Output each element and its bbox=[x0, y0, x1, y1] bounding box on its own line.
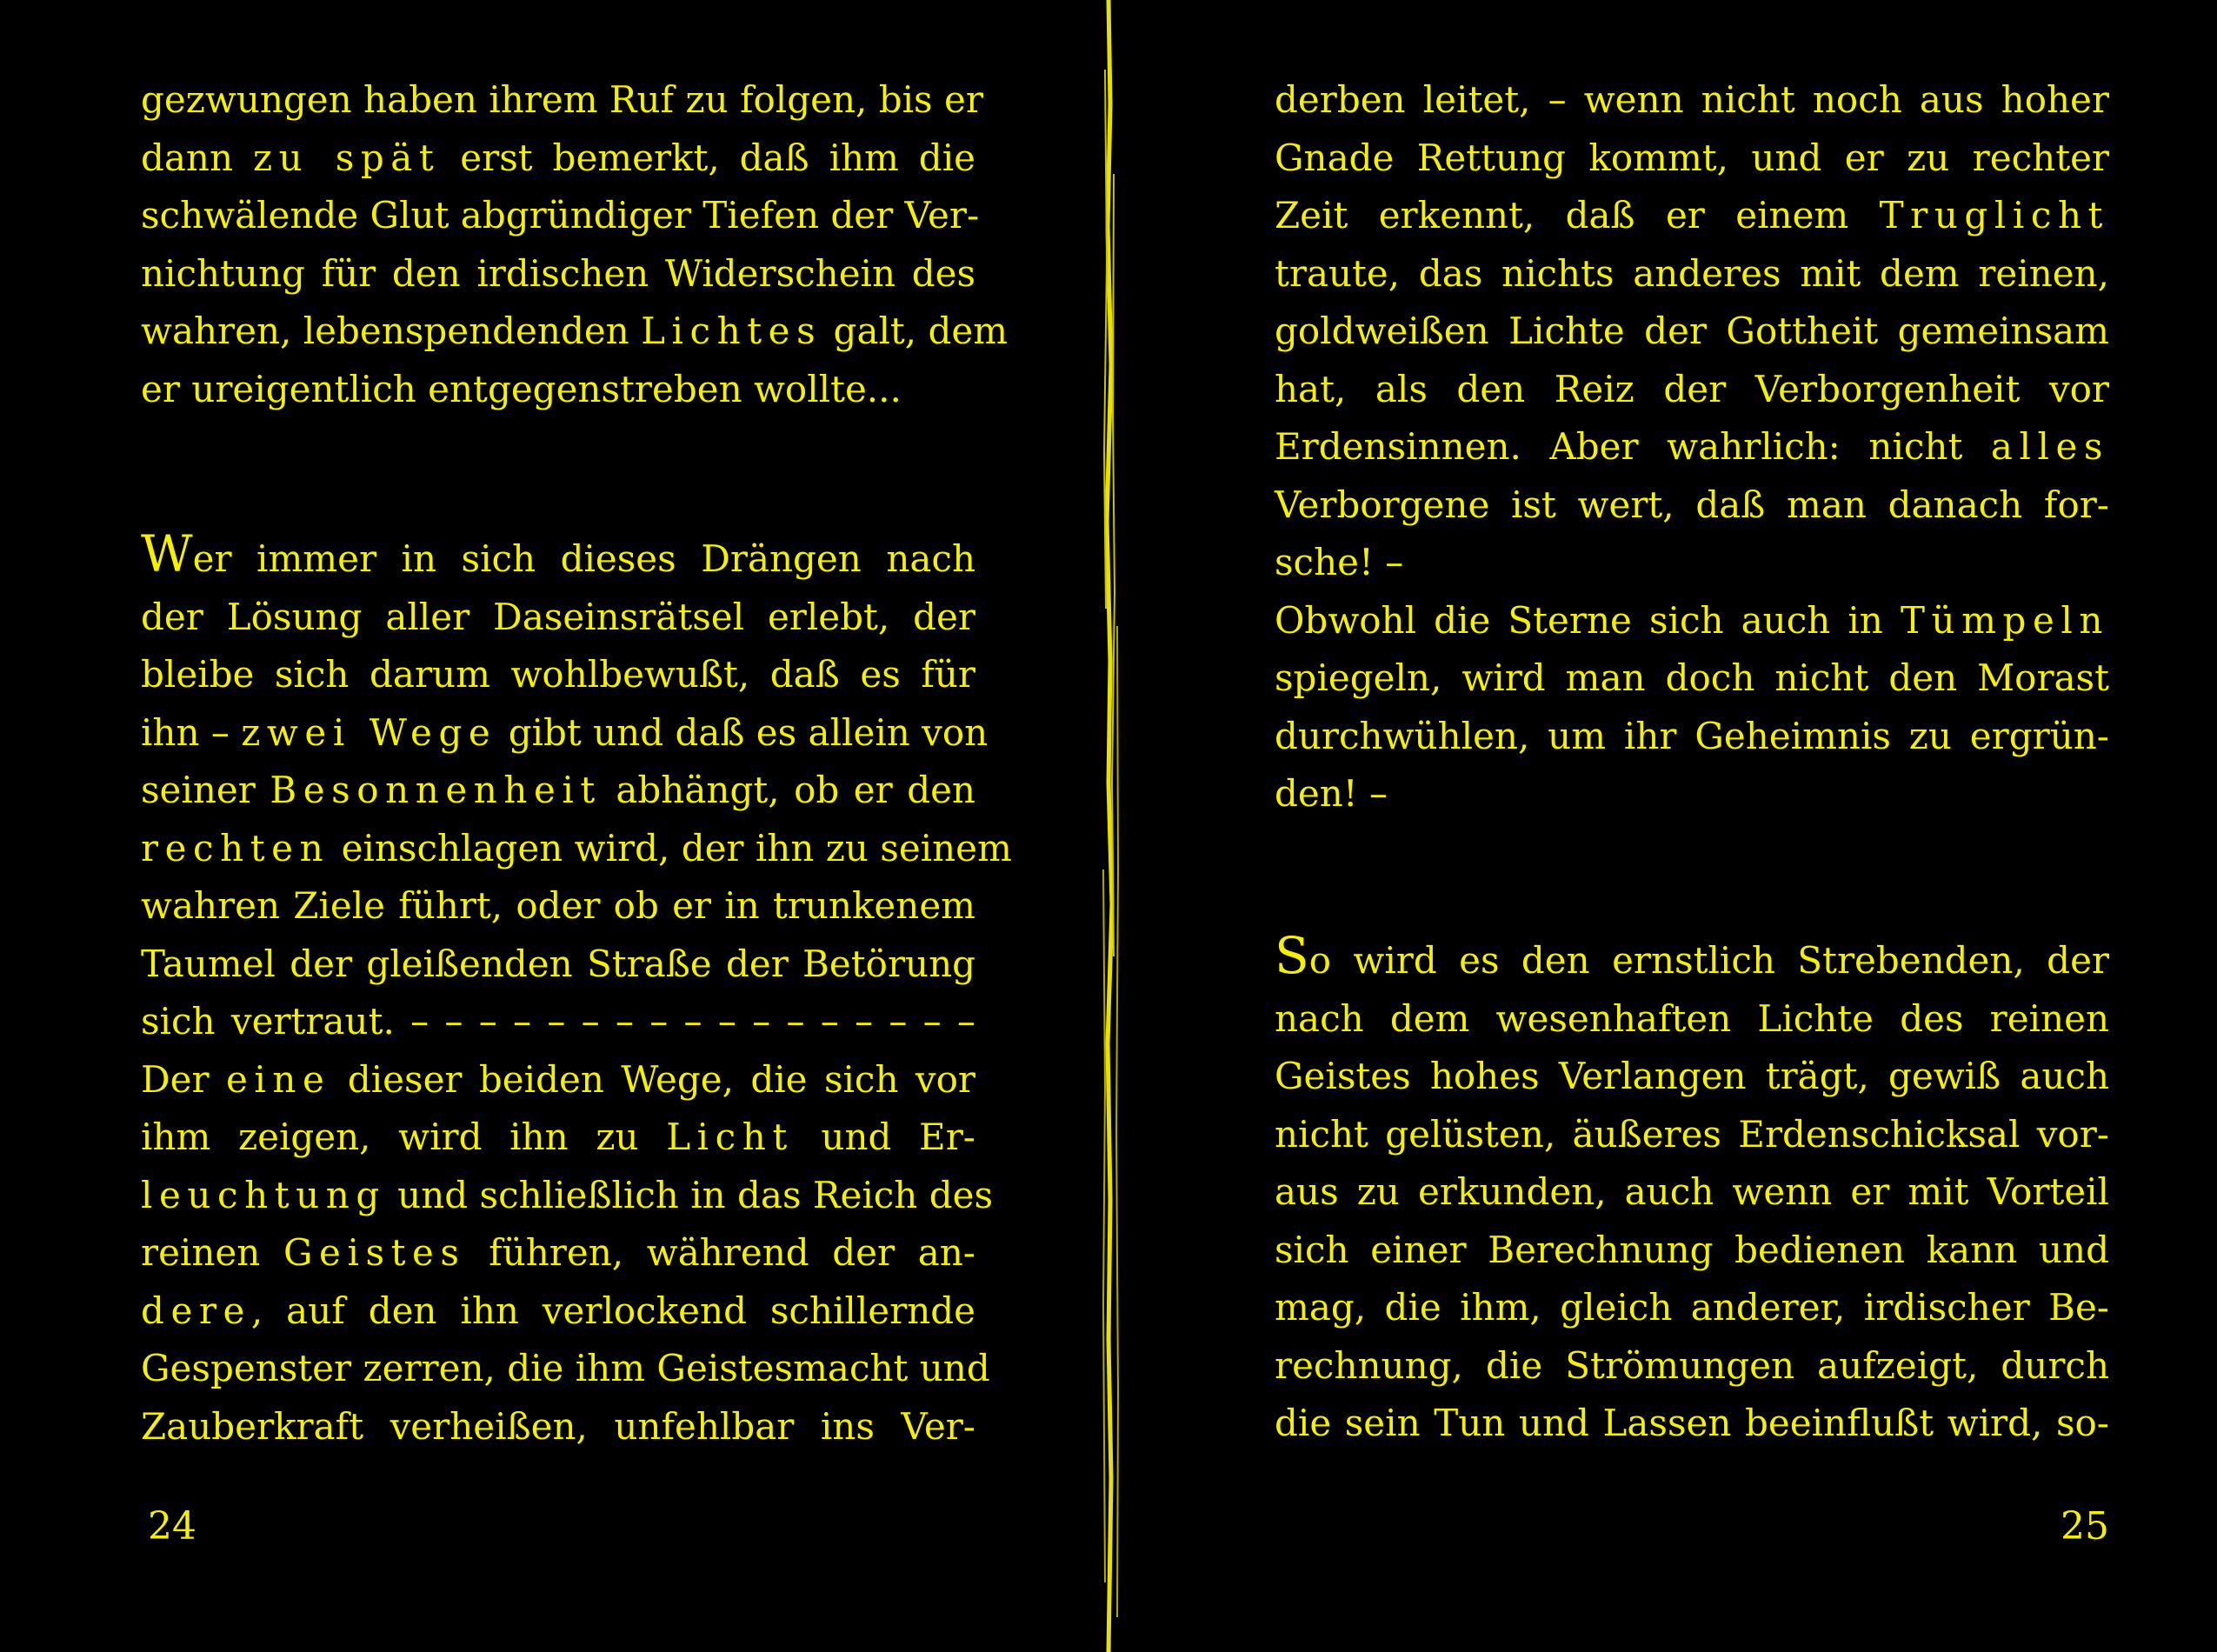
text-run: Der bbox=[141, 1057, 227, 1101]
text-run: einschlagen wird, der ihn zu seinem bbox=[330, 826, 1012, 869]
text-run: spiegeln, wird man doch nicht den Morast bbox=[1275, 656, 2109, 699]
text-line bbox=[141, 245, 975, 303]
spaced-emphasis: Licht bbox=[666, 1116, 794, 1158]
text-line bbox=[141, 646, 975, 704]
book-gutter bbox=[1091, 0, 1126, 1652]
text-run: Verborgene ist wert, daß man danach for- bbox=[1275, 483, 2109, 526]
text-line bbox=[1275, 926, 2109, 990]
text-run: o wird es den ernstlich Strebenden, der bbox=[1308, 939, 2109, 982]
text-run: sich einer Berechnung bedienen kann und bbox=[1275, 1228, 2109, 1271]
text-run: abhängt, ob er den bbox=[601, 769, 975, 811]
initial-letter: S bbox=[1275, 926, 1309, 985]
spaced-emphasis: zwei Wege bbox=[241, 710, 497, 754]
text-line bbox=[1275, 708, 2109, 766]
text-line bbox=[1275, 1163, 2109, 1222]
text-run: , auf den ihn verlockend schillernde bbox=[250, 1289, 975, 1332]
text-run: seiner bbox=[141, 769, 270, 811]
left-paragraph-2 bbox=[141, 524, 1012, 1455]
text-run: galt, dem bbox=[822, 310, 1009, 352]
text-line bbox=[141, 1224, 975, 1282]
text-run: gibt und daß es allein von bbox=[496, 710, 989, 754]
left-paragraph-1 bbox=[141, 71, 1009, 418]
text-line bbox=[141, 1051, 975, 1109]
text-run: Zeit erkennt, daß er einem bbox=[1275, 194, 1880, 236]
text-line bbox=[1275, 476, 2109, 535]
text-run: sich vertraut. – – – – – – – – – – – – – – – – – bbox=[141, 1000, 975, 1042]
initial-letter: W bbox=[141, 524, 193, 583]
text-run: durchwühlen, um ihr Geheimnis zu ergrün- bbox=[1275, 714, 2109, 757]
text-run: nichtung für den irdischen Widerschein des bbox=[141, 251, 975, 295]
text-line bbox=[141, 71, 983, 130]
text-line bbox=[141, 1167, 993, 1225]
text-run: ihm zeigen, wird ihn zu bbox=[141, 1116, 667, 1158]
text-line bbox=[1275, 765, 2109, 823]
text-line bbox=[141, 936, 975, 994]
text-line bbox=[1275, 1395, 2109, 1453]
text-run: der Lösung aller Daseinsrätsel erlebt, der bbox=[141, 595, 975, 638]
text-run: dann bbox=[141, 136, 253, 179]
text-line bbox=[1275, 1337, 2109, 1396]
left-page bbox=[0, 0, 1087, 1652]
text-run: reinen bbox=[141, 1231, 283, 1274]
text-run: schwälende Glut abgründiger Tiefen der Ver- bbox=[141, 194, 980, 236]
text-run: derben leitet, – wenn nicht noch aus hoher bbox=[1275, 78, 2109, 121]
text-run: wahren, lebenspendenden bbox=[141, 310, 642, 352]
text-run: dieser beiden Wege, die sich vor bbox=[330, 1057, 975, 1101]
text-run: gezwungen haben ihrem Ruf zu folgen, bis er bbox=[141, 78, 983, 121]
text-run: erst bemerkt, daß ihm die bbox=[440, 136, 975, 179]
text-line bbox=[1275, 1106, 2109, 1164]
text-run: Obwohl die Sterne sich auch in bbox=[1275, 598, 1901, 642]
text-run: Gespenster zerren, die ihm Geistesmacht und bbox=[141, 1347, 990, 1389]
text-line bbox=[1275, 592, 2109, 650]
spaced-emphasis: Tümpeln bbox=[1900, 598, 2109, 642]
text-line bbox=[141, 1398, 975, 1456]
text-line bbox=[141, 1282, 975, 1341]
right-paragraph-2 bbox=[1275, 926, 2109, 1453]
spaced-emphasis: zu spät bbox=[252, 136, 441, 179]
text-run: Taumel der gleißenden Straße der Betörung bbox=[141, 942, 975, 985]
spaced-emphasis: Besonnenheit bbox=[270, 769, 602, 811]
text-run: er ureigentlich entgegenstreben wollte... bbox=[141, 367, 902, 410]
text-run: goldweißen Lichte der Gottheit gemeinsam bbox=[1275, 310, 2109, 352]
text-run: die sein Tun und Lassen beeinflußt wird, so- bbox=[1275, 1402, 2109, 1444]
text-run: nicht gelüsten, äußeres Erdenschicksal vor- bbox=[1275, 1112, 2109, 1156]
text-line bbox=[141, 303, 1009, 361]
text-line bbox=[1275, 1279, 2109, 1337]
text-line bbox=[141, 187, 980, 245]
text-run: wahren Ziele führt, oder ob er in trunkenem bbox=[141, 884, 975, 927]
text-run: aus zu erkunden, auch wenn er mit Vorteil bbox=[1275, 1170, 2109, 1213]
text-line bbox=[1275, 534, 2109, 592]
text-line bbox=[141, 762, 975, 820]
text-line bbox=[1275, 1222, 2109, 1280]
text-run: traute, das nichts anderes mit dem reinen, bbox=[1275, 251, 2109, 295]
text-line bbox=[1275, 130, 2109, 188]
text-run: und Er- bbox=[793, 1116, 975, 1158]
spaced-emphasis: Lichtes bbox=[641, 310, 822, 352]
text-run: er immer in sich dieses Drängen nach bbox=[192, 537, 975, 580]
text-run: bleibe sich darum wohlbewußt, daß es für bbox=[141, 653, 975, 696]
right-paragraph-1 bbox=[1275, 71, 2109, 823]
text-line bbox=[1275, 1048, 2109, 1106]
text-line bbox=[141, 1340, 990, 1398]
text-run: mag, die ihm, gleich anderer, irdischer Be- bbox=[1275, 1286, 2109, 1329]
text-run: Gnade Rettung kommt, und er zu rechter bbox=[1275, 136, 2109, 179]
text-run: hat, als den Reiz der Verborgenheit vor bbox=[1275, 367, 2109, 410]
spaced-emphasis: alles bbox=[1990, 425, 2109, 468]
text-line bbox=[1275, 361, 2109, 419]
text-run: Geistes hohes Verlangen trägt, gewiß auch bbox=[1275, 1055, 2109, 1097]
text-run: und schließlich in das Reich des bbox=[385, 1173, 993, 1216]
spaced-emphasis: eine bbox=[226, 1057, 331, 1101]
text-line bbox=[1275, 71, 2109, 130]
right-page bbox=[1130, 0, 2217, 1652]
text-line bbox=[1275, 418, 2109, 476]
text-line bbox=[1275, 245, 2109, 303]
text-line bbox=[141, 361, 975, 419]
text-line bbox=[141, 589, 975, 647]
text-run: ihn – bbox=[141, 710, 242, 754]
text-line bbox=[141, 704, 989, 763]
page-number-right: 25 bbox=[2061, 1504, 2109, 1549]
spaced-emphasis: Geistes bbox=[283, 1231, 466, 1274]
text-line bbox=[1275, 303, 2109, 361]
text-run: führen, während der an- bbox=[465, 1231, 975, 1274]
text-line bbox=[1275, 187, 2109, 245]
page-number-left: 24 bbox=[148, 1504, 196, 1549]
spaced-emphasis: dere bbox=[141, 1289, 251, 1332]
text-run: nach dem wesenhaften Lichte des reinen bbox=[1275, 996, 2109, 1040]
text-line bbox=[141, 993, 975, 1051]
text-run: rechnung, die Strömungen aufzeigt, durch bbox=[1275, 1343, 2109, 1387]
text-line bbox=[1275, 649, 2109, 708]
text-line bbox=[1275, 990, 2109, 1049]
text-line bbox=[141, 877, 975, 936]
text-run: Zauberkraft verheißen, unfehlbar ins Ver- bbox=[141, 1404, 975, 1448]
spaced-emphasis: Truglicht bbox=[1879, 194, 2109, 236]
text-line bbox=[141, 130, 975, 188]
text-line bbox=[141, 524, 975, 589]
text-run: Erdensinnen. Aber wahrlich: nicht bbox=[1275, 425, 1991, 468]
spaced-emphasis: rechten bbox=[141, 826, 330, 869]
text-run: sche! – bbox=[1275, 541, 1404, 583]
text-line bbox=[141, 1109, 975, 1167]
spaced-emphasis: leuchtung bbox=[141, 1173, 386, 1216]
text-line bbox=[141, 820, 1012, 878]
text-run: den! – bbox=[1275, 772, 1388, 815]
